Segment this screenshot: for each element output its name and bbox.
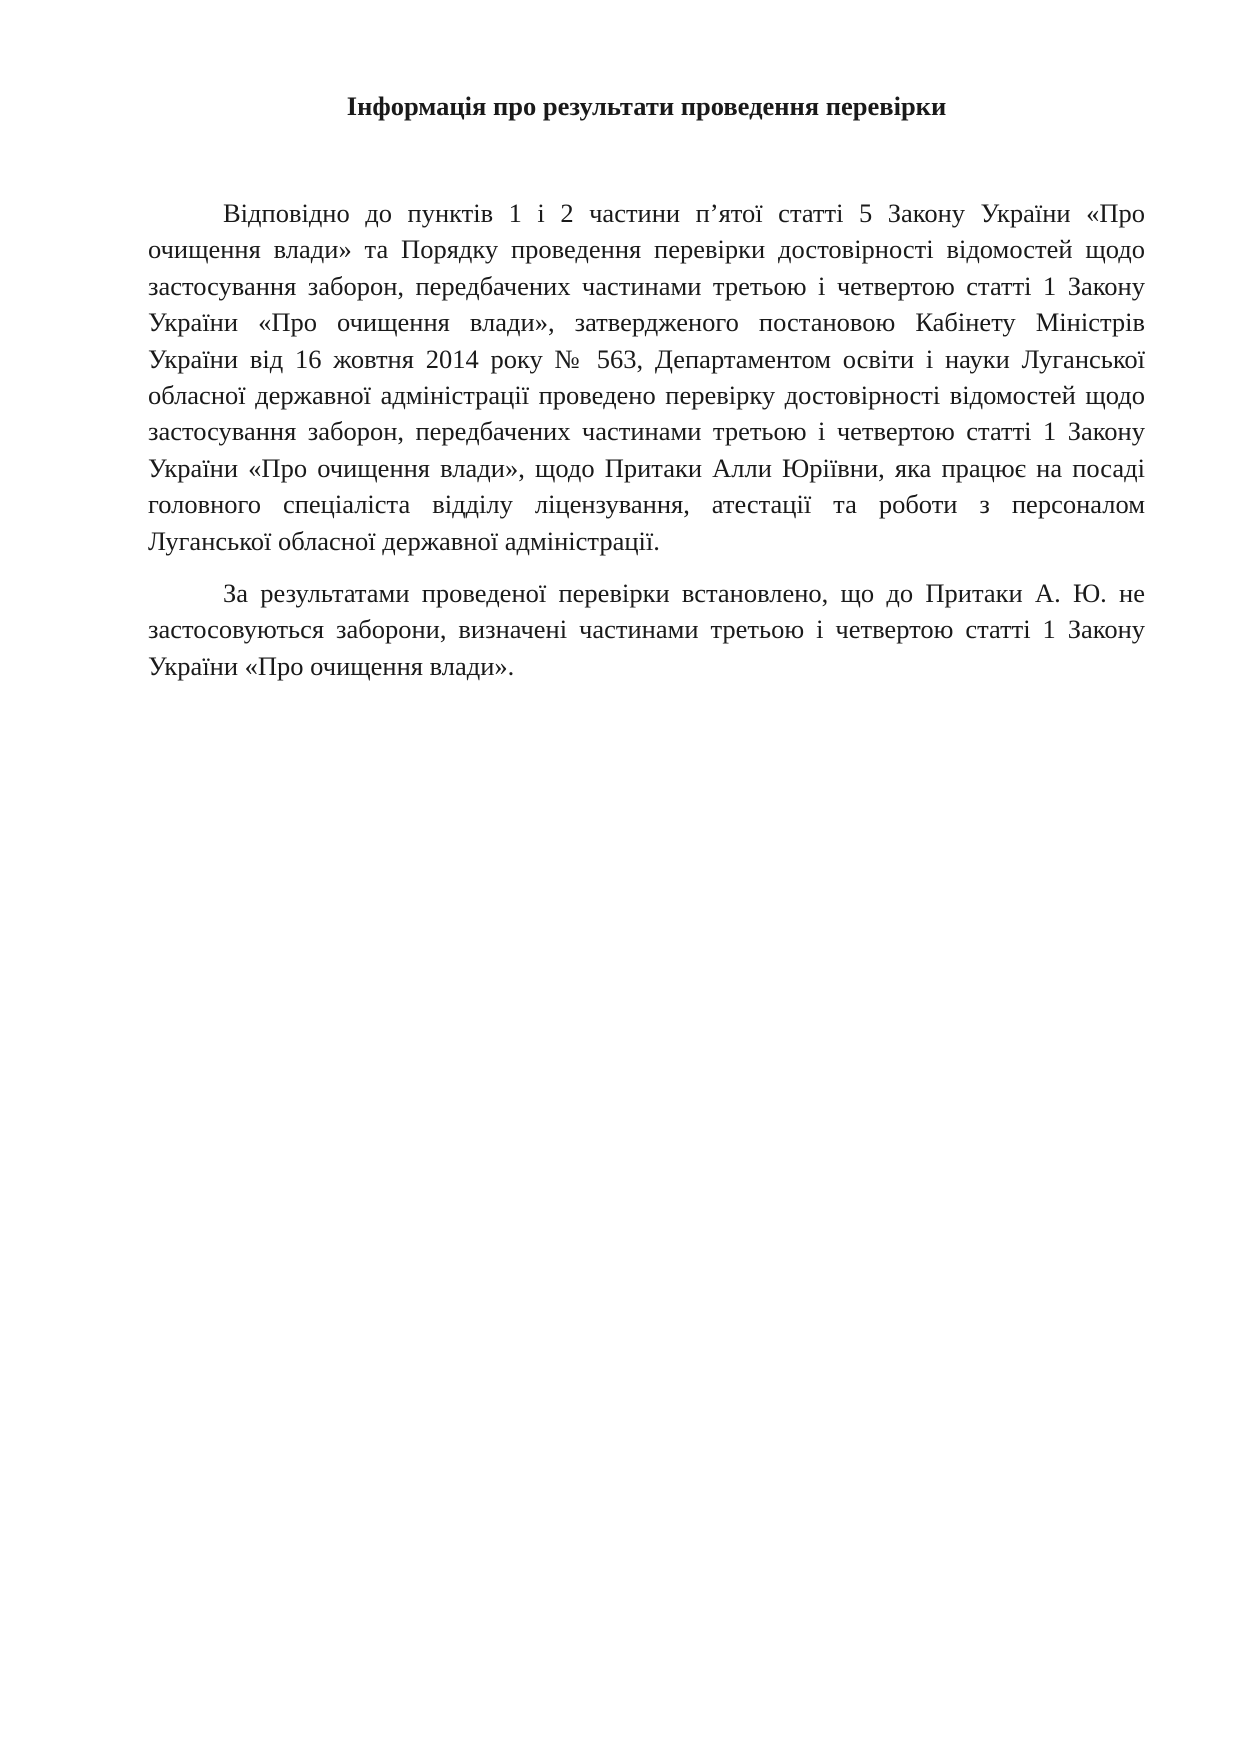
document-title: Інформація про результати проведення перевірки	[346, 91, 947, 121]
paragraph-check-result: За результатами проведеної перевірки встановлено, що до Притаки А. Ю. не застосовуються заборони, визначені частинами третьою і четвертою статті 1 Закону України «Про очищення влади».	[148, 578, 1145, 681]
document-body	[148, 195, 1145, 700]
paragraph-check-basis: Відповідно до пунктів 1 і 2 частини п’ятої статті 5 Закону України «Про очищення влади» та Порядку проведення перевірки достовірності відомостей щодо застосування заборон, передбачених частинами третьою і четвертою статті 1 Закону України «Про очищення влади», затвердженого постановою Кабінету Міністрів України від 16 жовтня 2014 року № 563, Департаментом освіти і науки Луганської обласної державної адміністрації проведено перевірку достовірності відомостей щодо застосування заборон, передбачених частинами третьою і четвертою статті 1 Закону України «Про очищення влади», щодо Притаки Алли Юріївни, яка працює на посаді головного спеціаліста відділу ліцензування, атестації та роботи з персоналом Луганської обласної державної адміністрації.	[148, 198, 1145, 556]
